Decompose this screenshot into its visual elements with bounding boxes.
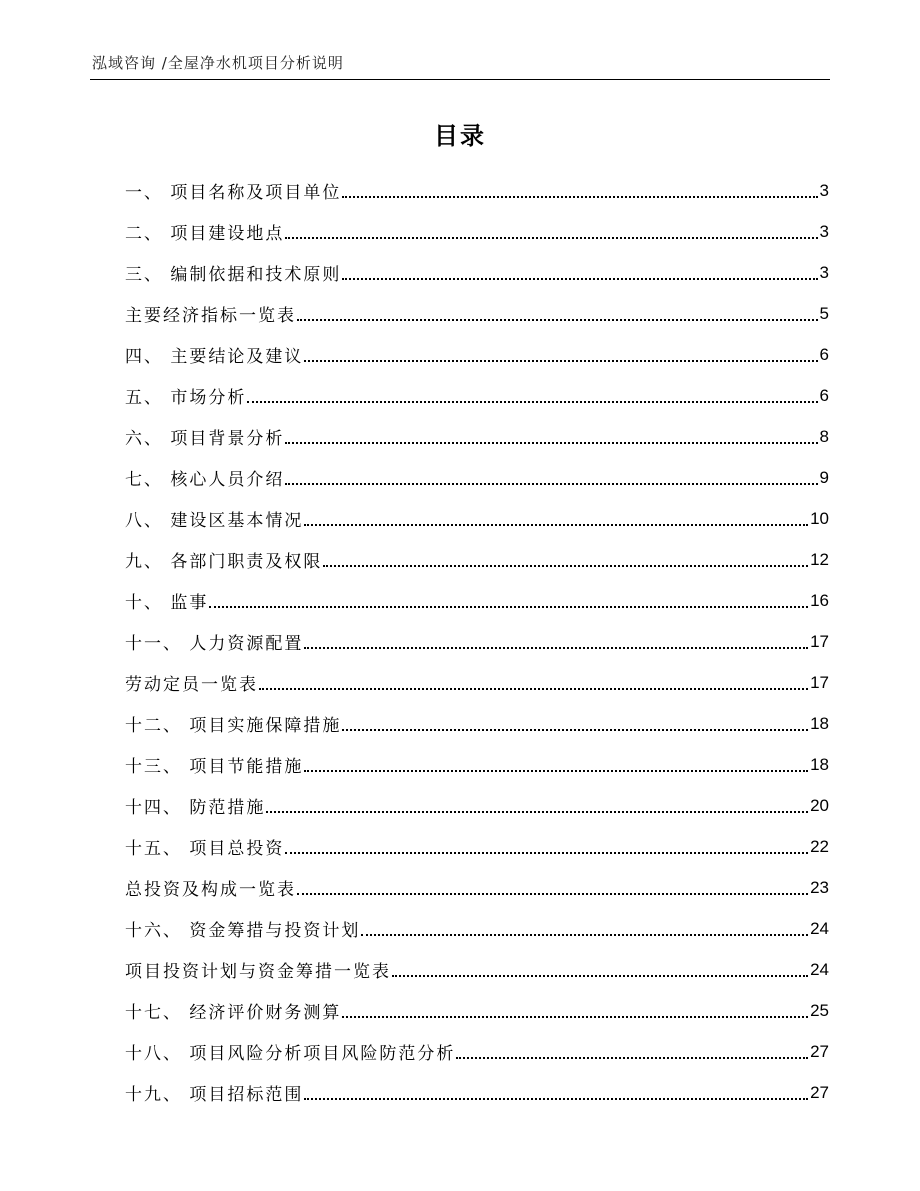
toc-dot-leader (342, 278, 817, 280)
toc-entry-page-number: 27 (810, 1082, 829, 1102)
toc-entry[interactable] (125, 908, 829, 949)
toc-entry-page-number: 12 (810, 549, 829, 569)
toc-entry-page-number: 23 (810, 877, 829, 897)
toc-dot-leader (209, 606, 808, 608)
toc-entry-label: 十九、 项目招标范围 (125, 1080, 304, 1105)
toc-entry[interactable] (125, 498, 829, 539)
toc-dot-leader (266, 811, 808, 813)
header-divider (90, 79, 830, 80)
toc-entry[interactable] (125, 621, 829, 662)
toc-entry-label: 十七、 经济评价财务测算 (125, 998, 342, 1023)
toc-entry[interactable] (125, 1031, 829, 1072)
toc-entry-label: 十八、 项目风险分析项目风险防范分析 (125, 1039, 456, 1064)
toc-entry[interactable] (125, 867, 829, 908)
toc-dot-leader (342, 196, 817, 198)
toc-dot-leader (304, 1098, 808, 1100)
toc-dot-leader (304, 770, 808, 772)
toc-entry-label: 四、 主要结论及建议 (125, 342, 304, 367)
toc-entry-page-number: 6 (819, 344, 829, 364)
toc-entry-page-number: 3 (819, 221, 829, 241)
toc-dot-leader (392, 975, 808, 977)
toc-entry[interactable] (125, 703, 829, 744)
toc-entry-label: 一、 项目名称及项目单位 (125, 178, 342, 203)
toc-entry-page-number: 27 (810, 1041, 829, 1061)
toc-entry-label: 劳动定员一览表 (125, 670, 259, 695)
toc-entry-label: 十一、 人力资源配置 (125, 629, 304, 654)
toc-entry-page-number: 9 (819, 467, 829, 487)
toc-entry-page-number: 18 (810, 713, 829, 733)
toc-entry[interactable] (125, 293, 829, 334)
toc-dot-leader (285, 483, 817, 485)
toc-entry[interactable] (125, 252, 829, 293)
toc-entry-page-number: 17 (810, 631, 829, 651)
toc-title: 目录 (434, 122, 486, 150)
toc-entry[interactable] (125, 170, 829, 211)
toc-dot-leader (304, 524, 808, 526)
toc-entry-page-number: 6 (819, 385, 829, 405)
toc-dot-leader (259, 688, 808, 690)
toc-entry-label: 项目投资计划与资金筹措一览表 (125, 957, 392, 982)
toc-dot-leader (342, 1016, 808, 1018)
toc-dot-leader (285, 237, 817, 239)
toc-dot-leader (323, 565, 808, 567)
toc-entry[interactable] (125, 580, 829, 621)
toc-entry[interactable] (125, 211, 829, 252)
toc-entry-label: 十、 监事 (125, 588, 209, 613)
toc-entry-label: 五、 市场分析 (125, 383, 247, 408)
toc-entry-label: 十六、 资金筹措与投资计划 (125, 916, 361, 941)
toc-entry[interactable] (125, 785, 829, 826)
toc-dot-leader (297, 893, 808, 895)
toc-entry-label: 七、 核心人员介绍 (125, 465, 285, 490)
toc-dot-leader (304, 360, 817, 362)
toc-entry[interactable] (125, 375, 829, 416)
toc-entry[interactable] (125, 416, 829, 457)
toc-entry-label: 二、 项目建设地点 (125, 219, 285, 244)
toc-entry[interactable] (125, 1072, 829, 1113)
toc-entry-label: 主要经济指标一览表 (125, 301, 297, 326)
toc-entry-page-number: 3 (819, 180, 829, 200)
toc-entry-page-number: 3 (819, 262, 829, 282)
toc-dot-leader (456, 1057, 808, 1059)
toc-dot-leader (247, 401, 817, 403)
toc-entry-page-number: 17 (810, 672, 829, 692)
toc-dot-leader (304, 647, 808, 649)
toc-entry-label: 十三、 项目节能措施 (125, 752, 304, 777)
toc-dot-leader (285, 852, 808, 854)
toc-entry-label: 六、 项目背景分析 (125, 424, 285, 449)
toc-dot-leader (361, 934, 808, 936)
toc-entry-page-number: 16 (810, 590, 829, 610)
toc-entry-page-number: 8 (819, 426, 829, 446)
toc-entry-label: 九、 各部门职责及权限 (125, 547, 323, 572)
toc-entry[interactable] (125, 744, 829, 785)
page-header: 泓域咨询 /全屋净水机项目分析说明 (92, 54, 344, 72)
toc-entry[interactable] (125, 826, 829, 867)
toc-entry-label: 三、 编制依据和技术原则 (125, 260, 342, 285)
toc-entry-label: 十二、 项目实施保障措施 (125, 711, 342, 736)
toc-entry-page-number: 24 (810, 918, 829, 938)
toc-entry-page-number: 18 (810, 754, 829, 774)
toc-list (125, 170, 829, 1113)
toc-dot-leader (342, 729, 808, 731)
toc-entry-label: 总投资及构成一览表 (125, 875, 297, 900)
toc-entry-page-number: 10 (810, 508, 829, 528)
toc-entry-label: 十五、 项目总投资 (125, 834, 285, 859)
toc-entry[interactable] (125, 457, 829, 498)
toc-entry-page-number: 24 (810, 959, 829, 979)
toc-entry-page-number: 25 (810, 1000, 829, 1020)
toc-entry-label: 八、 建设区基本情况 (125, 506, 304, 531)
toc-entry-label: 十四、 防范措施 (125, 793, 266, 818)
toc-dot-leader (297, 319, 818, 321)
toc-entry-page-number: 22 (810, 836, 829, 856)
toc-entry-page-number: 5 (819, 303, 829, 323)
toc-dot-leader (285, 442, 817, 444)
toc-entry[interactable] (125, 949, 829, 990)
toc-entry-page-number: 20 (810, 795, 829, 815)
toc-entry[interactable] (125, 990, 829, 1031)
toc-entry[interactable] (125, 539, 829, 580)
toc-entry[interactable] (125, 662, 829, 703)
toc-entry[interactable] (125, 334, 829, 375)
